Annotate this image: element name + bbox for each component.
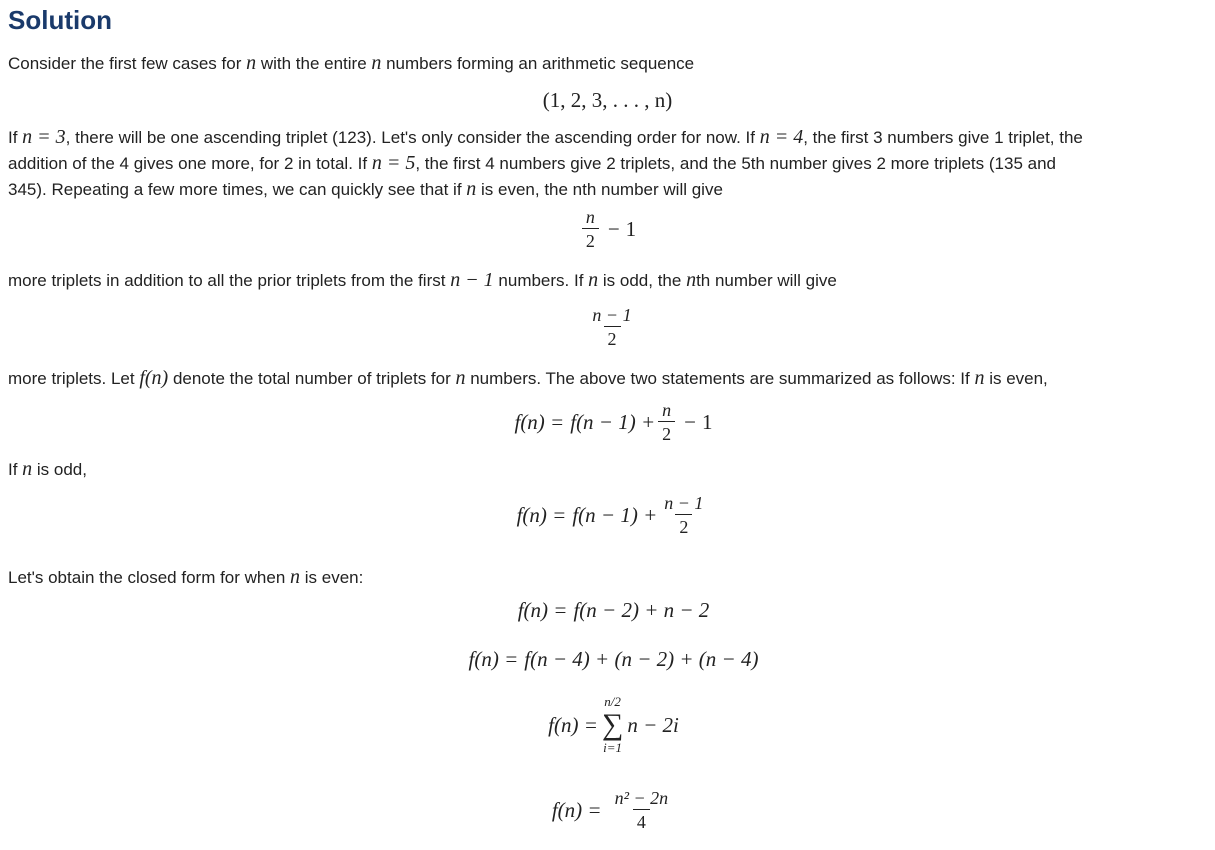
text-segment: If	[8, 128, 23, 147]
numerator: n − 1	[592, 305, 632, 325]
math-n: n	[371, 52, 382, 74]
equation-odd-increment	[0, 304, 1215, 351]
text-segment: 345). Repeating a few more times, we can quickly see that if	[8, 180, 467, 199]
lhs: f(n) =	[468, 647, 519, 671]
cases-paragraph	[8, 125, 1208, 202]
rhs: f(n − 2) + n − 2	[573, 598, 710, 622]
text-segment: Consider the first few cases for	[8, 54, 247, 73]
equation-even-recurrence	[0, 399, 1215, 446]
lhs: f(n) =	[514, 410, 565, 434]
denominator: 2	[675, 514, 692, 539]
math-n: n	[974, 367, 985, 389]
fraction-n-over-2	[582, 206, 599, 253]
equation-step-4	[0, 647, 1215, 672]
constant-one: 1	[702, 410, 713, 434]
text-segment: is even:	[300, 568, 364, 587]
text-segment: is odd,	[32, 460, 87, 479]
text-segment: is odd, the	[598, 271, 687, 290]
numerator: n	[585, 207, 595, 227]
math-n-eq-5: n = 5	[371, 152, 416, 174]
denominator: 2	[604, 326, 621, 351]
numerator: n² − 2n	[614, 788, 669, 808]
math-n: n	[466, 178, 477, 200]
prior-triplets-paragraph	[8, 268, 1208, 293]
sum-upper-limit: n/2	[604, 694, 621, 709]
recurrence-term: f(n − 1) +	[572, 503, 658, 527]
page-title: Solution	[8, 5, 112, 35]
text-segment: is even,	[984, 369, 1048, 388]
math-n: n	[290, 566, 301, 588]
numerator: n − 1	[664, 493, 704, 513]
text-segment: is even, the nth number will give	[476, 180, 723, 199]
numerator: n	[662, 400, 672, 420]
equation-even-increment	[0, 206, 1215, 253]
recurrence-term: f(n − 1) +	[570, 410, 656, 434]
lhs: f(n) =	[548, 712, 598, 737]
lhs: f(n) =	[517, 598, 568, 622]
text-segment: more triplets in addition to all the prior triplets from the first	[8, 271, 451, 290]
math-f-of-n: f(n)	[139, 367, 169, 389]
math-n: n	[588, 269, 599, 291]
equation-sequence	[0, 88, 1215, 113]
text-segment: , there will be one ascending triplet (123). Let's only consider the ascending order for now. If	[65, 128, 760, 147]
fraction-n-minus-1-over-2	[588, 304, 635, 351]
summation	[602, 694, 623, 756]
lhs: f(n) =	[551, 798, 602, 822]
sigma-icon: ∑	[601, 708, 624, 741]
equation-step-2	[0, 598, 1215, 623]
minus-sign: −	[607, 217, 620, 241]
definition-paragraph	[8, 366, 1208, 391]
text-segment: numbers. If	[493, 271, 589, 290]
text-segment: , the first 4 numbers give 2 triplets, and the 5th number gives 2 more triplets (135 and	[415, 154, 1056, 173]
fraction-n-over-2	[658, 399, 675, 446]
text-segment: denote the total number of triplets for	[168, 369, 456, 388]
text-segment: , the first 3 numbers give 1 triplet, the	[803, 128, 1083, 147]
equation-summation	[0, 694, 1215, 756]
text-segment: more triplets. Let	[8, 369, 140, 388]
denominator: 4	[633, 809, 650, 834]
math-n-eq-3: n = 3	[22, 126, 66, 148]
rhs: f(n − 4) + (n − 2) + (n − 4)	[524, 647, 759, 671]
equation-closed-form	[0, 787, 1215, 834]
closed-form-paragraph	[8, 565, 1208, 590]
math-n: n	[22, 458, 33, 480]
text-segment: th number will give	[696, 271, 837, 290]
odd-case-paragraph	[8, 457, 1208, 482]
math-n: n	[686, 269, 697, 291]
text-segment: numbers. The above two statements are summarized as follows: If	[465, 369, 975, 388]
math-n-minus-1: n − 1	[450, 269, 494, 291]
math-n: n	[246, 52, 257, 74]
denominator: 2	[658, 421, 675, 446]
math-n-eq-4: n = 4	[759, 126, 804, 148]
denominator: 2	[582, 228, 599, 253]
constant-one: 1	[625, 217, 637, 241]
text-segment: If	[8, 460, 23, 479]
equation-odd-recurrence	[0, 492, 1215, 539]
math-n: n	[455, 367, 466, 389]
text-segment: with the entire	[256, 54, 372, 73]
minus-sign: −	[684, 410, 696, 434]
text-segment: addition of the 4 gives one more, for 2 in total. If	[8, 154, 372, 173]
sum-lower-limit: i=1	[603, 740, 623, 755]
sum-body: n − 2i	[627, 712, 679, 737]
fraction-closed-form	[611, 787, 673, 834]
lhs: f(n) =	[516, 503, 567, 527]
text-segment: numbers forming an arithmetic sequence	[381, 54, 695, 73]
intro-paragraph	[8, 51, 1208, 76]
fraction-n-minus-1-over-2	[660, 492, 707, 539]
sequence-expression: (1, 2, 3, . . . , n)	[542, 88, 673, 112]
text-segment: Let's obtain the closed form for when	[8, 568, 291, 587]
